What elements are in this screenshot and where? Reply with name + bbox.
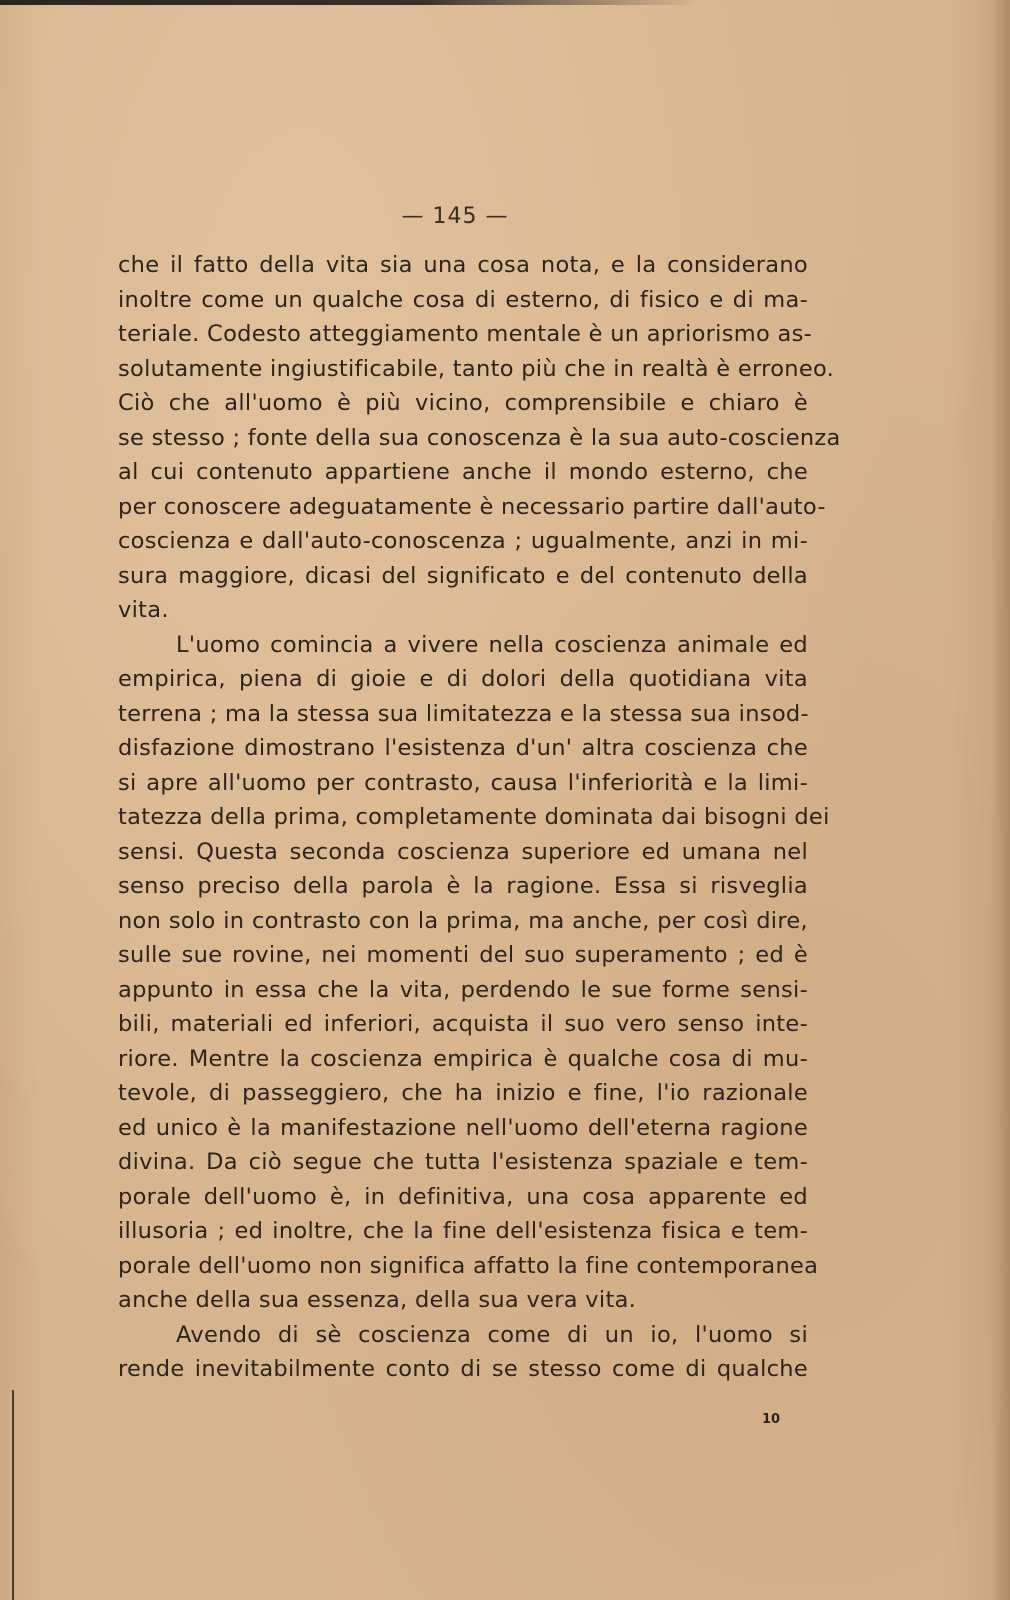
text-line: appunto in essa che la vita, perdendo le sue forme sensi- — [118, 976, 808, 1003]
text-line: se stesso ; fonte della sua conoscenza è la sua auto-coscienza — [118, 424, 841, 451]
text-line: sensi. Questa seconda coscienza superiore ed umana nel — [118, 838, 808, 865]
text-line: illusoria ; ed inoltre, che la fine dell'esistenza fisica e tem- — [118, 1218, 808, 1244]
text-line: tatezza della prima, completamente dominata dai bisogni dei — [118, 804, 830, 830]
text-line: terrena ; ma la stessa sua limitatezza e la stessa sua insod- — [118, 700, 809, 727]
text-line: coscienza e dall'auto-conoscenza ; ugualmente, anzi in mi- — [118, 528, 808, 554]
text-line: sulle sue rovine, nei momenti del suo superamento ; ed è — [118, 942, 808, 968]
body-text — [118, 248, 841, 1387]
text-line: empirica, piena di gioie e di dolori della quotidiana vita — [118, 666, 808, 692]
printer-signature-mark: 10 — [762, 1412, 781, 1427]
binding-crease — [12, 1390, 14, 1600]
text-line: tevole, di passeggiero, che ha inizio e fine, l'io razionale — [118, 1080, 808, 1106]
text-line: sura maggiore, dicasi del significato e del contenuto della — [118, 562, 808, 589]
text-line: si apre all'uomo per contrasto, causa l'inferiorità e la limi- — [118, 769, 808, 796]
text-line: che il fatto della vita sia una cosa nota, e la considerano — [118, 252, 808, 278]
text-line: al cui contenuto appartiene anche il mondo esterno, che — [118, 459, 808, 485]
text-line: ed unico è la manifestazione nell'uomo dell'eterna ragione — [118, 1114, 808, 1141]
text-line: disfazione dimostrano l'esistenza d'un' altra coscienza che — [118, 735, 808, 761]
paragraph-start-line: Avendo di sè coscienza come di un io, l'uomo si — [176, 1321, 808, 1348]
text-line: divina. Da ciò segue che tutta l'esistenza spaziale e tem- — [118, 1149, 808, 1175]
text-line: porale dell'uomo è, in definitiva, una cosa apparente ed — [118, 1183, 808, 1210]
paragraph-start-line: L'uomo comincia a vivere nella coscienza animale ed — [176, 631, 808, 658]
text-line: Ciò che all'uomo è più vicino, comprensibile e chiaro è — [118, 390, 808, 416]
text-line: riore. Mentre la coscienza empirica è qualche cosa di mu- — [118, 1045, 808, 1072]
text-line: rende inevitabilmente conto di se stesso come di qualche — [118, 1356, 808, 1382]
page-edge-shadow — [992, 0, 1010, 1600]
text-line: non solo in contrasto con la prima, ma anche, per così dire, — [118, 907, 808, 934]
text-line: teriale. Codesto atteggiamento mentale è un apriorismo as- — [118, 321, 813, 347]
text-line: per conoscere adeguatamente è necessario partire dall'auto- — [118, 493, 826, 520]
text-line: anche della sua essenza, della sua vera vita. — [118, 1287, 637, 1313]
text-line: vita. — [118, 597, 169, 623]
text-line: senso preciso della parola è la ragione. Essa si risveglia — [118, 873, 808, 899]
text-line: bili, materiali ed inferiori, acquista il suo vero senso inte- — [118, 1011, 808, 1037]
text-line: inoltre come un qualche cosa di esterno, di fisico e di ma- — [118, 286, 808, 313]
text-line: solutamente ingiustificabile, tanto più che in realtà è erroneo. — [118, 355, 835, 382]
text-line: porale dell'uomo non significa affatto la fine contemporanea — [118, 1252, 819, 1279]
page-number: — 145 — — [401, 204, 509, 229]
page-top-edge — [0, 0, 700, 5]
